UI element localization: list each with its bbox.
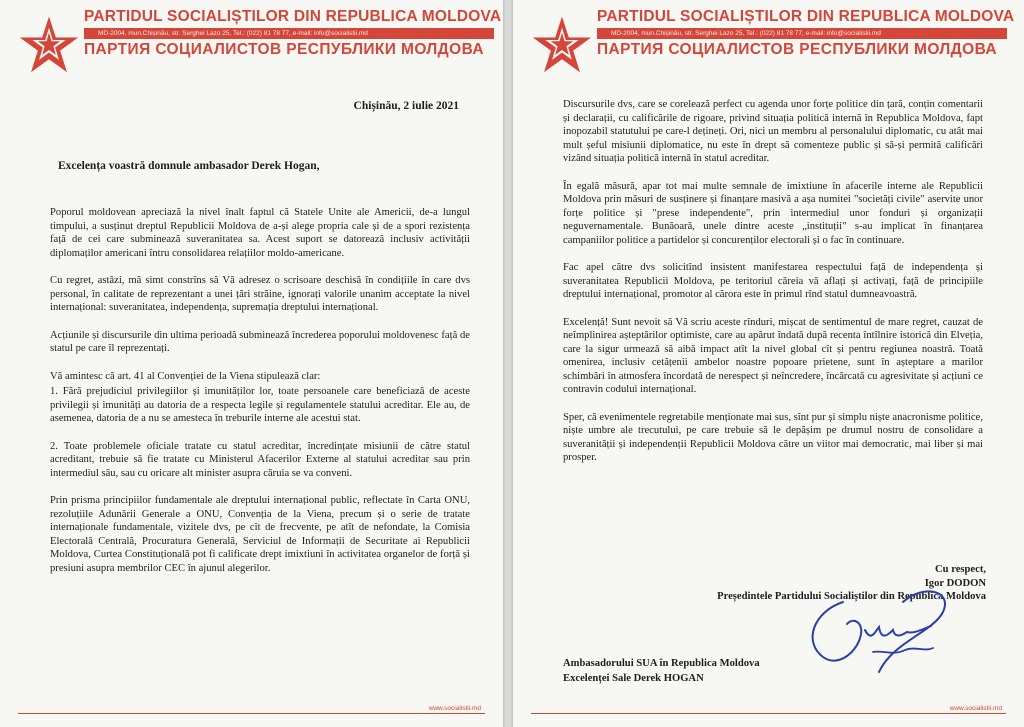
paragraph: Prin prisma principiilor fundamentale ale dreptului internațional public, reflectate în Carta ONU, rezoluțiile Adunării Generale a ONU, Convenția de la Viena, precum și o serie de tratate internaționale fundamentale, vizitele dvs, pe cît de frecvente, pe atît de nefondate, la Comisia Electorală Centrală, Procuratura Generală, Serviciul de Informații de Securitate ai Republicii Moldova, Curtea Constituțională pot fi calificate drept imixtiuni în activitatea organelor de forță și presiuni asupra membrilor CEC în ajunul alegerilor. xyxy=(50,495,470,574)
paragraph: Fac apel către dvs solicitînd insistent manifestarea respectului față de independența și suveranitatea Republicii Moldova, pe teritoriul căreia vă aflați și activați, față de principiile dreptului internațional, promotor al cărora este în primul rînd statul dumneavoastră. xyxy=(563,262,983,300)
paragraph: Acțiunile și discursurile din ultima perioadă subminează încrederea poporului moldovenesc față de statul pe care îl reprezentați. xyxy=(50,329,470,354)
paragraph: Vă amintesc că art. 41 al Convenției de la Viena stipulează clar: xyxy=(50,370,321,382)
party-star-logo xyxy=(531,14,593,76)
addressee-line: Excelenței Sale Derek HOGAN xyxy=(563,673,704,684)
paragraph: Cu regret, astăzi, mă simt constrîns să Vă adresez o scrisoare deschisă în condițiile în care dvs personal, în calitate de reprezentant a unei țări străine, ignorați valorile unanim acceptate la nivel internațional: suveranitatea, independența, supremația dreptului internațional. xyxy=(50,275,470,313)
paragraph: Discursurile dvs, care se corelează perfect cu agenda unor forțe politice din țară, conțin comentarii și declarații, cu calificările de rigoare, privind situația politică internă în Republica Moldova, fapt inopozabil statutului pe care-l dețineți. Ori, nici un membru al personalului diplomatic, cu atât mai mult șeful misiunii diplomatice, nu este în drept să comenteze public și să-și permită calificări vizând situația politică internă în statul acreditar. xyxy=(563,99,983,164)
paragraph: 2. Toate problemele oficiale tratate cu statul acreditar, încredințate misiunii de către statul acreditant, trebuie să fie tratate cu Ministerul Afacerilor Externe al statului acreditar sau prin intermediul său, sau cu oricare alt minister asupra căruia se va conveni. xyxy=(50,440,470,479)
letter-page-1 xyxy=(0,0,503,727)
paragraph: Excelență! Sunt nevoit să Vă scriu aceste rînduri, mișcat de sentimentul de mare regret, cauzat de neîmplinirea așteptărilor optimiste, care au apărut îndată după recenta întîlnire istorică din Elveția, care la sigur urmează să aibă impact atît la nivel global cît și pentru regiunea noastră. Toată omenirea, inclusiv cetățenii ambelor noastre popoare prietene, sunt în așteptare a marilor schimbări în atmosfera încordată de nerespect și neîncredere, încărcată cu agresivitate și acțiuni ce contravin codului internațional. xyxy=(563,316,983,395)
closing: Cu respect, xyxy=(935,564,986,575)
signer-title: Președintele Partidului Socialiștilor din Republica Moldova xyxy=(717,591,986,602)
signer-name: Igor DODON xyxy=(924,577,986,589)
party-address: MD-2004, mun.Chișinău, str. Serghei Lazo 25, Tel.: (022) 81 78 77, e-mail: info@socialistii.md xyxy=(84,28,494,39)
letter-page-2 xyxy=(513,0,1024,727)
party-name-russian: ПАРТИЯ СОЦИАЛИСТОВ РЕСПУБЛИКИ МОЛДОВА xyxy=(84,41,484,58)
letterhead xyxy=(84,8,502,60)
party-address: MD-2004, mun.Chișinău, str. Serghei Lazo 25, Tel.: (022) 81 78 77, e-mail: info@socialistii.md xyxy=(597,28,1007,39)
footer-website: www.socialistii.md xyxy=(949,705,1002,712)
footer-website: www.socialistii.md xyxy=(428,705,481,712)
paragraph: Sper, că evenimentele regretabile menționate mai sus, sînt pur și simplu niște anacronisme politice, niște umbre ale trecutului, pe care trebuie să le depășim pe drumul nostru de consolidare a suveranității și independenții Republicii Moldova către un viitor mai democratic, mai liber și mai prosper. xyxy=(563,411,983,463)
handwritten-signature xyxy=(783,572,963,692)
addressee-line: Ambasadorului SUA în Republica Moldova xyxy=(563,658,760,669)
footer-rule xyxy=(531,713,1006,714)
salutation: Excelența voastră domnule ambasador Derek Hogan, xyxy=(58,160,320,172)
addressee-block xyxy=(563,656,760,686)
party-name-romanian: PARTIDUL SOCIALIȘTILOR DIN REPUBLICA MOLDOVA xyxy=(597,8,1015,25)
party-name-romanian: PARTIDUL SOCIALIȘTILOR DIN REPUBLICA MOLDOVA xyxy=(84,8,502,25)
footer-rule xyxy=(18,713,485,714)
paragraph: Poporul moldovean apreciază la nivel înalt faptul că Statele Unite ale Americii, de-a lungul timpului, a susținut dreptul Republicii Moldova de a-și alege propria cale și de a spori rezistența față de cei care subminează suveranitatea sa. Acest suport se datorează inclusiv activității diplomaților americani întru consolidarea relațiilor moldo-americane. xyxy=(50,207,470,259)
paragraph: În egală măsură, apar tot mai multe semnale de imixtiune în afacerile interne ale Republicii Moldova prin măsuri de susținere și finanțare masivă a așa numitei "societăți civile" aservite unor forțe politice și "prese independente", prin intermediul unor fonduri și organizații neguvernamentale. Bunăoară, unele dintre aceste „instituții" s-au implicat în finanțarea campaniilor politice a partidelor și concurenților electorali și o fac în continuare. xyxy=(563,180,983,246)
paragraph: 1. Fără prejudiciul privilegiilor și imunităților lor, toate persoanele care beneficiază de aceste privilegii și imunități au datoria de a respecta legile și regulamentele statului acreditar. Ele au, de asemenea, datoria de a nu se amesteca în treburile interne ale acestui stat. xyxy=(50,386,470,424)
letter-body-right xyxy=(563,98,983,479)
letterhead xyxy=(597,8,1015,60)
party-name-russian: ПАРТИЯ СОЦИАЛИСТОВ РЕСПУБЛИКИ МОЛДОВА xyxy=(597,41,997,58)
letter-date: Chișinău, 2 iulie 2021 xyxy=(353,100,459,112)
party-star-logo xyxy=(18,14,80,76)
letter-body-left xyxy=(50,206,470,589)
